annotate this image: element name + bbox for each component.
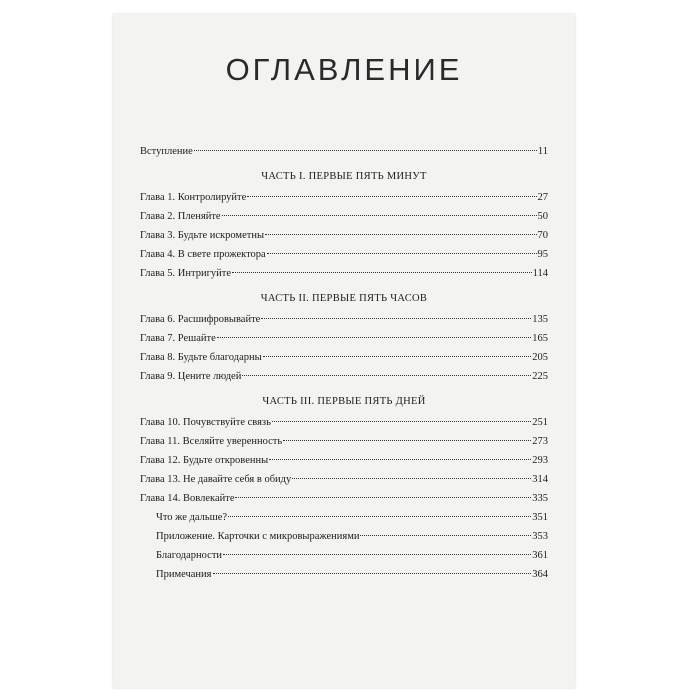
toc-entry[interactable] — [140, 264, 548, 283]
dot-leader — [272, 420, 531, 422]
dot-leader — [213, 572, 532, 574]
toc-entry-page: 273 — [532, 436, 548, 447]
toc-entry-page: 361 — [532, 550, 548, 561]
toc-entry-label: Глава 9. Цените людей — [140, 371, 242, 382]
dot-leader — [267, 252, 537, 254]
dot-leader — [228, 515, 531, 517]
part-heading-2: ЧАСТЬ II. ПЕРВЫЕ ПЯТЬ ЧАСОВ — [260, 293, 428, 304]
toc-entry-page: 251 — [532, 417, 548, 428]
dot-leader — [292, 477, 531, 479]
toc-entry-page: 335 — [532, 493, 548, 504]
part-heading-3: ЧАСТЬ III. ПЕРВЫЕ ПЯТЬ ДНЕЙ — [262, 396, 426, 407]
toc-entry-label: Глава 2. Пленяйте — [140, 211, 221, 222]
toc-entry[interactable] — [140, 451, 548, 470]
toc-entry-label: Глава 4. В свете прожектора — [140, 249, 266, 260]
toc-entry-label: Глава 1. Контролируйте — [140, 192, 247, 203]
toc-entry-label: Глава 8. Будьте благодарны — [140, 352, 262, 363]
toc-entry[interactable] — [140, 432, 548, 451]
toc-entry-label: Глава 5. Интригуйте — [140, 268, 231, 279]
toc-entry-intro[interactable] — [140, 142, 548, 161]
toc-entry[interactable] — [140, 226, 548, 245]
dot-leader — [261, 317, 531, 319]
page-title: ОГЛАВЛЕНИЕ — [225, 52, 463, 87]
toc-entry-label: Примечания — [156, 569, 212, 580]
toc-entry[interactable] — [140, 329, 548, 348]
toc-entry-page: 225 — [532, 371, 548, 382]
toc-entry-page: 135 — [532, 314, 548, 325]
toc-entry[interactable] — [140, 413, 548, 432]
toc-entry-page: 293 — [532, 455, 548, 466]
toc-entry-page: 364 — [532, 569, 548, 580]
toc-entry-page: 165 — [532, 333, 548, 344]
toc-entry[interactable] — [140, 367, 548, 386]
toc-entry-page: 353 — [532, 531, 548, 542]
dot-leader — [222, 214, 537, 216]
toc-entry[interactable] — [140, 310, 548, 329]
toc-entry-label: Глава 12. Будьте откровенны — [140, 455, 269, 466]
toc-entry-page: 95 — [537, 249, 548, 260]
dot-leader — [242, 374, 531, 376]
dot-leader — [235, 496, 531, 498]
toc-entry-back-matter[interactable] — [140, 527, 548, 546]
toc-entry-back-matter[interactable] — [140, 565, 548, 584]
toc-entry-label: Глава 6. Расшифровывайте — [140, 314, 261, 325]
toc-entry-label: Глава 3. Будьте искрометны — [140, 230, 264, 241]
dot-leader — [223, 553, 531, 555]
toc-entry-label: Что же дальше? — [156, 512, 228, 523]
toc-entry-label: Глава 11. Вселяйте уверенность — [140, 436, 283, 447]
toc-entry-label: Глава 10. Почувствуйте связь — [140, 417, 271, 428]
toc-entry-label: Вступление — [140, 146, 193, 157]
toc-entry-back-matter[interactable] — [140, 546, 548, 565]
dot-leader — [283, 439, 531, 441]
dot-leader — [194, 149, 537, 151]
toc-entry-page: 11 — [537, 146, 548, 157]
dot-leader — [269, 458, 531, 460]
dot-leader — [232, 271, 532, 273]
dot-leader — [247, 195, 536, 197]
toc-entry-label: Глава 7. Решайте — [140, 333, 216, 344]
toc-entry-page: 205 — [532, 352, 548, 363]
part-heading-1: ЧАСТЬ I. ПЕРВЫЕ ПЯТЬ МИНУТ — [261, 171, 427, 182]
dot-leader — [263, 355, 532, 357]
toc-entry-page: 70 — [537, 230, 548, 241]
toc-entry[interactable] — [140, 188, 548, 207]
toc-entry-page: 351 — [532, 512, 548, 523]
toc-entry[interactable] — [140, 348, 548, 367]
toc-entry[interactable] — [140, 245, 548, 264]
dot-leader — [217, 336, 531, 338]
toc-entry[interactable] — [140, 489, 548, 508]
toc-entry-label: Глава 14. Вовлекайте — [140, 493, 235, 504]
toc-entry-label: Благодарности — [156, 550, 223, 561]
toc-entry-label: Приложение. Карточки с микровыражениями — [156, 531, 360, 542]
toc-entry-label: Глава 13. Не давайте себя в обиду — [140, 474, 292, 485]
book-page — [113, 14, 575, 688]
toc-entry-page: 114 — [532, 268, 548, 279]
table-of-contents — [140, 142, 548, 584]
toc-entry-page: 27 — [537, 192, 548, 203]
toc-entry[interactable] — [140, 470, 548, 489]
dot-leader — [265, 233, 537, 235]
toc-entry-back-matter[interactable] — [140, 508, 548, 527]
dot-leader — [360, 534, 531, 536]
toc-entry[interactable] — [140, 207, 548, 226]
toc-entry-page: 314 — [532, 474, 548, 485]
toc-entry-page: 50 — [537, 211, 548, 222]
